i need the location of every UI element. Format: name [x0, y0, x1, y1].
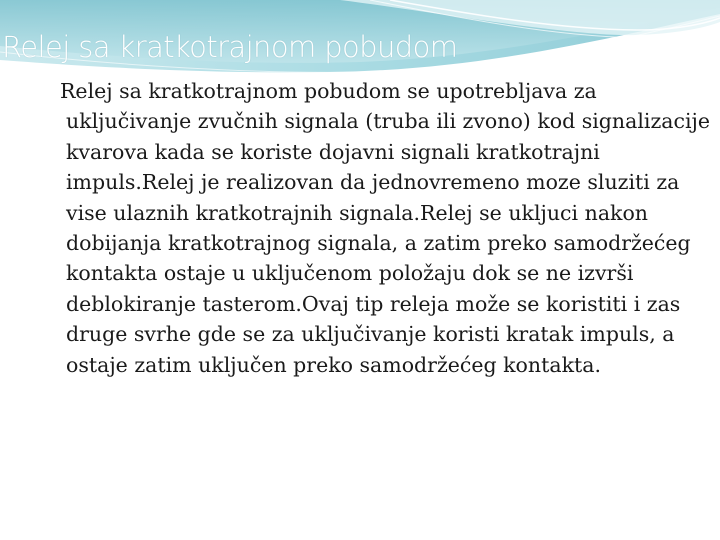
slide-title: Relej sa kratkotrajnom pobudom — [2, 30, 458, 64]
slide-body-text: Relej sa kratkotrajnom pobudom se upotrebljava za uključivanje zvučnih signala (truba ili zvono) kod signalizacije kvarova kada se koriste dojavni signali kratkotrajni impuls.Relej je realizovan da jednovremeno moze sluziti za vise ulaznih kratkotrajnih signala.Relej se ukljuci nakon dobijanja kratkotrajnog signala, a zatim preko samodržećeg kontakta ostaje u uključenom položaju dok se ne izvrši deblokiranje tasterom.Ovaj tip releja može se koristiti i zas druge svrhe gde se za uključivanje koristi kratak impuls, a ostaje zatim uključen preko samodržećeg kontakta. — [60, 79, 711, 377]
header-wave-band — [0, 0, 720, 78]
